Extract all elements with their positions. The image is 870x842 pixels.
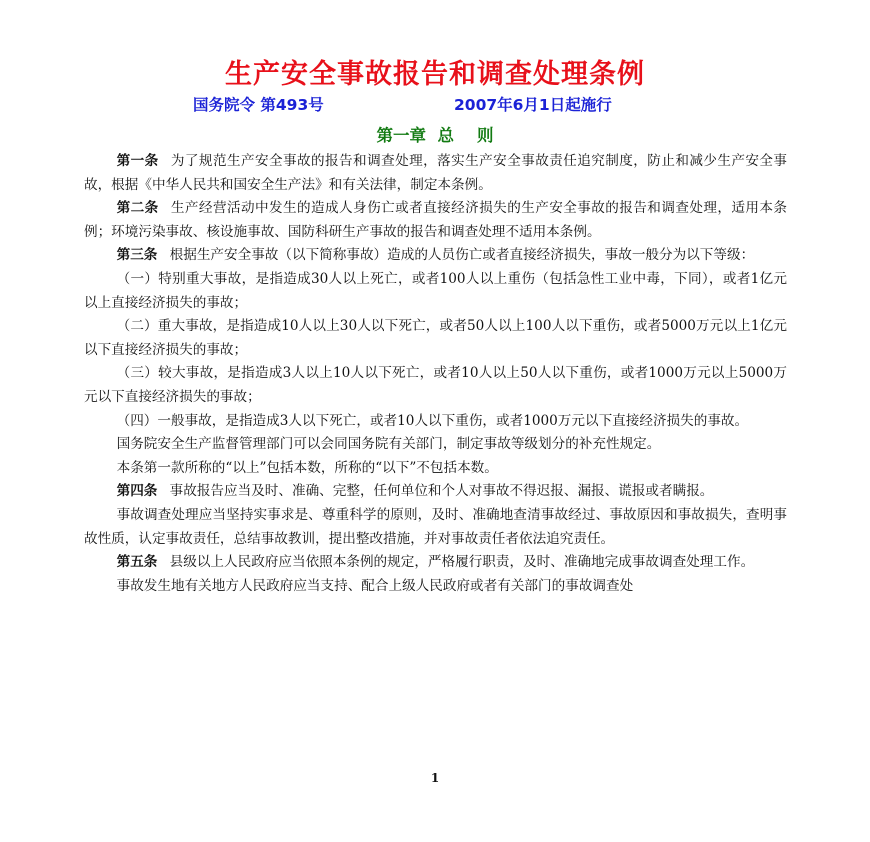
paragraph bbox=[84, 244, 787, 268]
article-number: 第四条 bbox=[116, 483, 158, 500]
paragraph bbox=[84, 433, 787, 457]
paragraph-text: 县级以上人民政府应当依照本条例的规定，严格履行职责，及时、准确地完成事故调查处理工作。 bbox=[169, 554, 755, 571]
paragraph bbox=[84, 504, 787, 551]
decree-line bbox=[193, 93, 693, 115]
chapter-heading: 第一章 总 则 bbox=[376, 126, 494, 145]
article-number: 第一条 bbox=[116, 153, 159, 169]
paragraph-text: （四）一般事故，是指造成3人以下死亡，或者10人以下重伤，或者1000万元以下直接经济损失的事故。 bbox=[116, 412, 749, 429]
paragraph bbox=[84, 268, 787, 315]
paragraph bbox=[84, 457, 787, 481]
paragraph-text: （三）较大事故，是指造成3人以上10人以下死亡，或者10人以上50人以下重伤，或者1000万元以上5000万元以下直接经济损失的事故； bbox=[84, 365, 787, 405]
paragraph-text: （二）重大事故，是指造成10人以上30人以下死亡，或者50人以上100人以下重伤，或者5000万元以上1亿元以下直接经济损失的事故； bbox=[84, 318, 787, 358]
paragraph-text: 事故发生地有关地方人民政府应当支持、配合上级人民政府或者有关部门的事故调查处 bbox=[116, 577, 634, 594]
article-number: 第二条 bbox=[116, 200, 159, 217]
paragraph bbox=[84, 551, 787, 575]
effective-date: 2007年6月1日起施行 bbox=[454, 96, 612, 114]
paragraph-text: 生产经营活动中发生的造成人身伤亡或者直接经济损失的生产安全事故的报告和调查处理，适用本条例；环境污染事故、核设施事故、国防科研生产事故的报告和调查处理不适用本条例。 bbox=[84, 200, 788, 240]
decree-number: 国务院令 第493号 bbox=[193, 96, 324, 114]
paragraph bbox=[84, 575, 787, 599]
paragraph bbox=[84, 362, 787, 409]
article-number: 第三条 bbox=[116, 247, 158, 264]
paragraph bbox=[84, 197, 787, 244]
document-title: 生产安全事故报告和调查处理条例 bbox=[225, 59, 645, 90]
document-body bbox=[84, 150, 787, 598]
paragraph bbox=[84, 150, 787, 197]
paragraph-text: 事故报告应当及时、准确、完整，任何单位和个人对事故不得迟报、漏报、谎报或者瞒报。 bbox=[169, 483, 714, 500]
paragraph-text: （一）特别重大事故，是指造成30人以上死亡，或者100人以上重伤（包括急性工业中毒，下同），或者1亿元以上直接经济损失的事故； bbox=[84, 270, 787, 311]
paragraph bbox=[84, 410, 787, 434]
paragraph-text: 事故调查处理应当坚持实事求是、尊重科学的原则，及时、准确地查清事故经过、事故原因和事故损失，查明事故性质，认定事故责任，总结事故教训，提出整改措施，并对事故责任者依法追究责任。 bbox=[84, 506, 787, 547]
paragraph bbox=[84, 315, 787, 362]
article-number: 第五条 bbox=[116, 554, 158, 571]
page-number: 1 bbox=[430, 771, 440, 785]
paragraph-text: 本条第一款所称的“以上”包括本数，所称的“以下”不包括本数。 bbox=[116, 459, 498, 476]
paragraph-text: 为了规范生产安全事故的报告和调查处理，落实生产安全事故责任追究制度，防止和减少生产安全事故，根据《中华人民共和国安全生产法》和有关法律，制定本条例。 bbox=[84, 153, 788, 193]
paragraph-text: 根据生产安全事故（以下简称事故）造成的人员伤亡或者直接经济损失，事故一般分为以下等级： bbox=[169, 247, 755, 264]
paragraph-text: 国务院安全生产监督管理部门可以会同国务院有关部门，制定事故等级划分的补充性规定。 bbox=[116, 436, 661, 453]
paragraph bbox=[84, 480, 787, 504]
